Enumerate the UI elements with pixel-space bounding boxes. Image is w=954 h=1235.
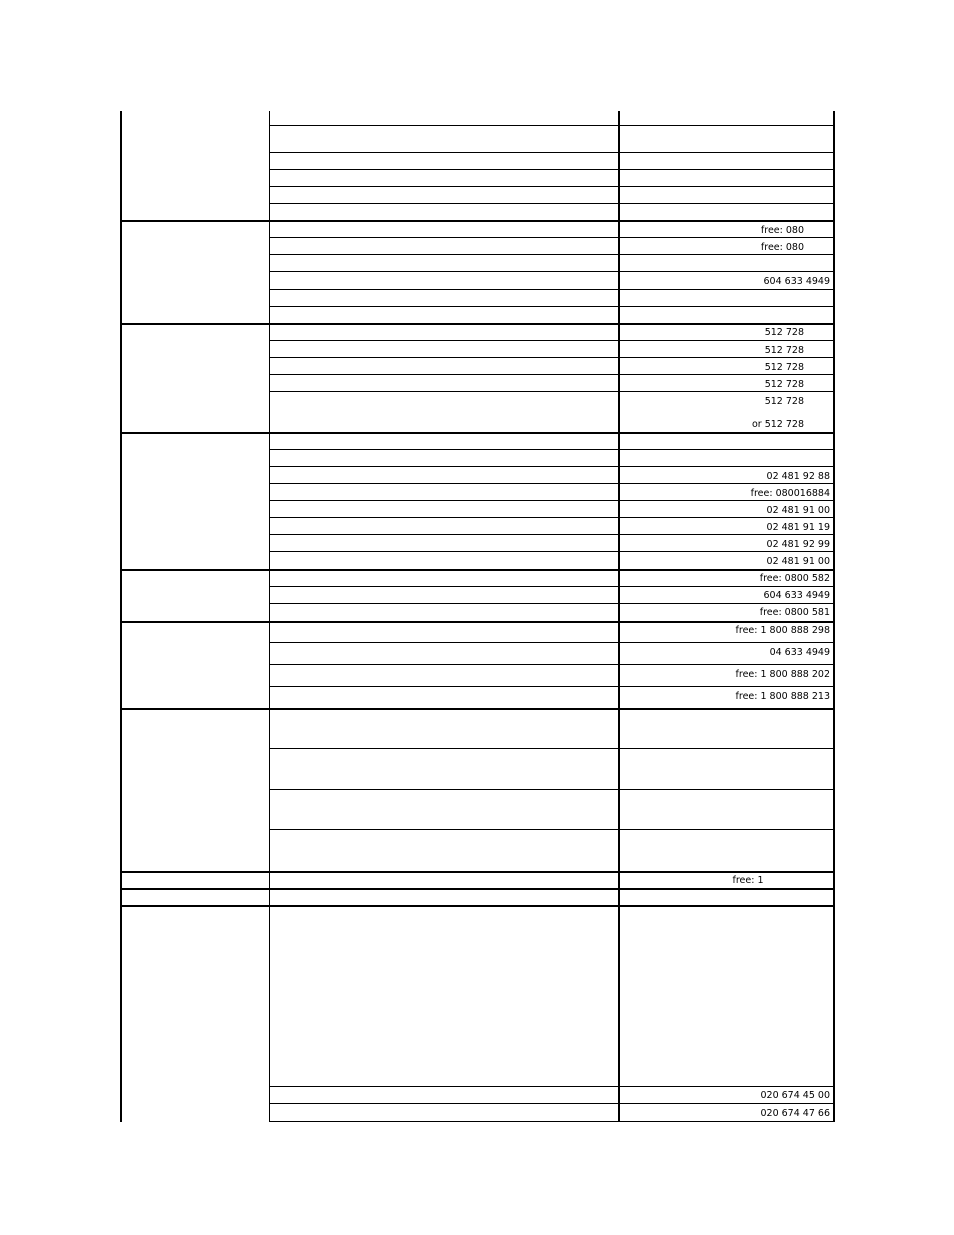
- phone-number: 02 481 91 00: [766, 505, 830, 516]
- phone-number: free: 0800 581: [759, 607, 830, 618]
- row-separator: [269, 551, 835, 552]
- row-separator: [269, 748, 835, 749]
- row-separator: [269, 1086, 835, 1087]
- phone-number: 604 633 4949: [763, 276, 830, 287]
- group-separator: [120, 220, 835, 222]
- row-separator: [269, 357, 835, 358]
- row-separator: [269, 534, 835, 535]
- row-separator: [269, 152, 835, 153]
- group-separator: [120, 871, 835, 873]
- phone-number: 02 481 91 00: [766, 556, 830, 567]
- row-separator: [269, 340, 835, 341]
- row-separator: [269, 500, 835, 501]
- row-separator: [269, 1103, 835, 1104]
- phone-number: 020 674 45 00: [760, 1090, 830, 1101]
- row-separator: [269, 789, 835, 790]
- row-separator: [269, 517, 835, 518]
- phone-number: 512 728: [764, 362, 804, 373]
- table-right-border: [833, 111, 835, 1122]
- row-separator: [269, 254, 835, 255]
- row-separator: [269, 483, 835, 484]
- phone-number: 02 481 92 99: [766, 539, 830, 550]
- row-separator: [269, 686, 835, 687]
- row-separator: [269, 642, 835, 643]
- phone-number: free: 080016884: [750, 488, 830, 499]
- row-separator: [269, 203, 835, 204]
- group-separator: [120, 621, 835, 623]
- row-separator: [269, 125, 835, 126]
- row-separator: [269, 289, 835, 290]
- phone-number: or 512 728: [751, 419, 804, 430]
- row-separator: [269, 186, 835, 187]
- table-column-divider: [618, 111, 620, 1122]
- phone-number: free: 1 800 888 213: [735, 691, 830, 702]
- phone-number: 020 674 47 66: [760, 1108, 830, 1119]
- phone-number: free: 1: [732, 875, 764, 886]
- phone-number: 512 728: [764, 396, 804, 407]
- phone-number: free: 1 800 888 202: [735, 669, 830, 680]
- phone-number: free: 080: [760, 225, 804, 236]
- row-separator: [269, 586, 835, 587]
- group-separator: [120, 569, 835, 571]
- phone-number: 512 728: [764, 327, 804, 338]
- row-separator: [269, 664, 835, 665]
- phone-number: free: 1 800 888 298: [735, 625, 830, 636]
- phone-number: 02 481 91 19: [766, 522, 830, 533]
- row-separator: [269, 391, 835, 392]
- table-column-divider: [269, 111, 270, 1122]
- phone-number: free: 080: [760, 242, 804, 253]
- phone-number: 512 728: [764, 345, 804, 356]
- group-separator: [120, 432, 835, 434]
- phone-number: 04 633 4949: [769, 647, 830, 658]
- row-separator: [269, 829, 835, 830]
- row-separator: [269, 466, 835, 467]
- table-left-border: [120, 111, 122, 1122]
- row-separator: [269, 271, 835, 272]
- phone-number: 02 481 92 88: [766, 471, 830, 482]
- row-separator: [269, 306, 835, 307]
- phone-number: 512 728: [764, 379, 804, 390]
- phone-number: 604 633 4949: [763, 590, 830, 601]
- row-separator: [269, 237, 835, 238]
- row-separator: [269, 374, 835, 375]
- row-separator: [269, 169, 835, 170]
- group-separator: [120, 323, 835, 325]
- row-separator: [269, 603, 835, 604]
- group-separator: [120, 888, 835, 890]
- phone-number: free: 0800 582: [759, 573, 830, 584]
- row-separator: [269, 1121, 835, 1122]
- group-separator: [120, 905, 835, 907]
- group-separator: [120, 708, 835, 710]
- row-separator: [269, 449, 835, 450]
